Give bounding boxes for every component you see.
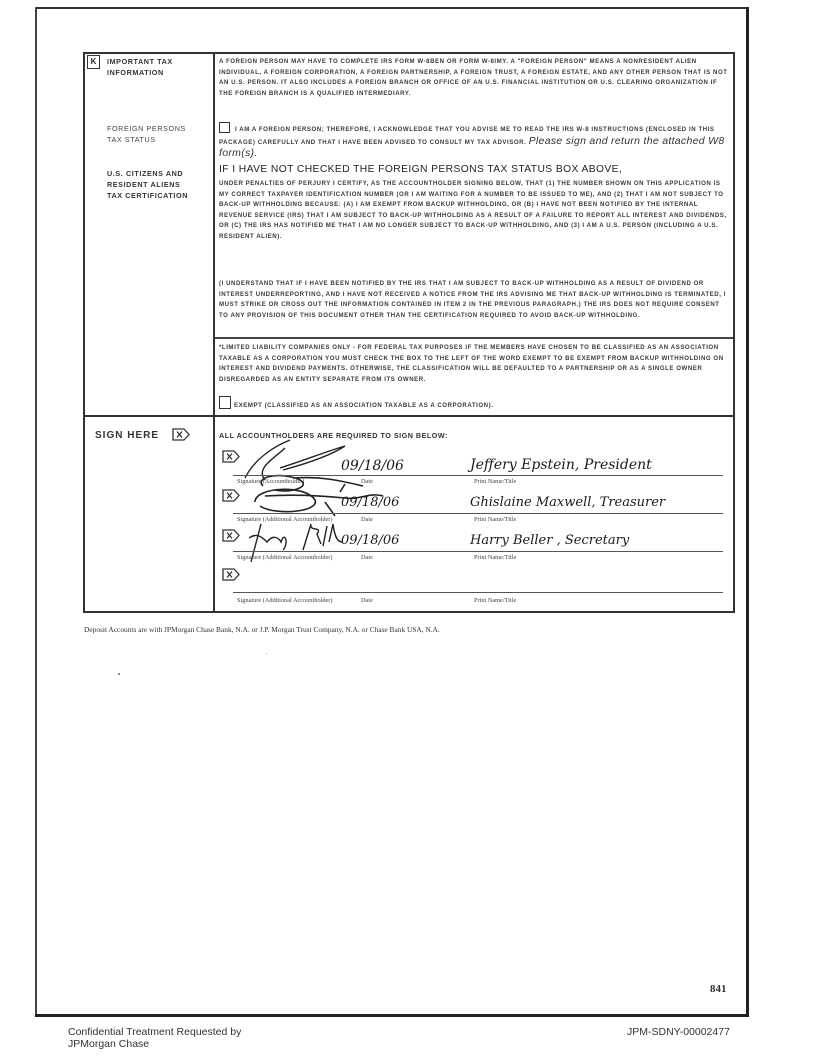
llc-text: *LIMITED LIABILITY COMPANIES ONLY - FOR FEDERAL TAX PURPOSES IF THE MEMBERS HAVE CHOSEN TO BE CLASSIFIED AS AN ASSOCIATION TAXABLE AS A CORPORATION YOU MUST CHECK THE BOX TO THE LEFT OF THE WORD EXEMPT TO BE EXEMPT FROM BACKUP WITHHOLDING ON INTEREST AND DIVIDEND PAYMENTS. OTHERWISE, THE CLASSIFICATION WILL BE DEFAULTED TO A PARTNERSHIP OR AS A SINGLE OWNER DISREGARDED AS AN ENTITY SEPARATE FROM ITS OWNER. xyxy=(219,344,724,383)
date-value-3: 09/18/06 xyxy=(341,533,400,548)
date-value-2: 09/18/06 xyxy=(341,495,400,510)
us-citizens-label xyxy=(107,168,188,201)
label-line: INFORMATION xyxy=(107,68,164,77)
bates-number: JPM-SDNY-00002477 xyxy=(627,1026,730,1038)
sign-intro: ALL ACCOUNTHOLDERS ARE REQUIRED TO SIGN BELOW: xyxy=(219,431,448,440)
label-line: RESIDENT ALIENS xyxy=(107,180,181,189)
deposit-accounts-note: Deposit Accounts are with JPMorgan Chase Bank, N.A. or J.P. Morgan Trust Company, N.A. or Chase Bank USA, N.A. xyxy=(84,625,440,634)
llc-divider xyxy=(215,337,733,339)
confidential-line-1: Confidential Treatment Requested by xyxy=(68,1026,242,1038)
page-frame-top xyxy=(35,7,748,9)
foreign-persons-label xyxy=(107,123,186,145)
print-name-caption: Print Name/Title xyxy=(474,516,517,523)
sign-arrow-icon xyxy=(222,568,240,581)
scan-speck xyxy=(118,673,120,675)
certification-text: UNDER PENALTIES OF PERJURY I CERTIFY, AS THE ACCOUNTHOLDER SIGNING BELOW, THAT (1) THE NUMBER SHOWN ON THIS APPLICATION IS MY CORRECT TAXPAYER IDENTIFICATION NUMBER (OR I AM WAITING FOR A NUMBER TO BE ISSUED TO ME), AND (2) THAT I AM NOT SUBJECT TO BACK-UP WITHHOLDING BECAUSE: (A) I AM EXEMPT FROM BACKUP WITHHOLDING, OR (B) I HAVE NOT BEEN NOTIFIED BY THE INTERNAL REVENUE SERVICE (IRS) THAT I AM SUBJECT TO BACK-UP WITHHOLDING AS A RESULT OF A FAILURE TO REPORT ALL INTEREST AND DIVIDENDS, OR (C) THE IRS HAS NOTIFIED ME THAT I AM NO LONGER SUBJECT TO BACK-UP WITHHOLDING, AND (3) I AM A U.S. PERSON (INCLUDING A U.S. RESIDENT ALIEN). xyxy=(219,180,727,240)
sign-here-arrow-icon xyxy=(172,428,190,441)
label-line: TAX STATUS xyxy=(107,135,156,144)
exempt-row xyxy=(219,396,729,412)
page-frame-left xyxy=(35,7,37,1017)
signature-line[interactable] xyxy=(233,592,723,593)
date-caption: Date xyxy=(361,597,373,604)
important-tax-text: A FOREIGN PERSON MAY HAVE TO COMPLETE IRS FORM W-8BEN OR FORM W-8IMY. A "FOREIGN PERSON" MEANS A NONRESIDENT ALIEN INDIVIDUAL, A FOREIGN CORPORATION, A FOREIGN PARTNERSHIP, A FOREIGN TRUST, A FOREIGN ESTATE, AND ANY OTHER PERSON THAT IS NOT AN U.S. PERSON. IT ALSO INCLUDES A FOREIGN BRANCH OR OFFICE OF AN U.S. FINANCIAL INSTITUTION OR U.S. CLEARING ORGANIZATION IF THE FOREIGN BRANCH IS A QUALIFIED INTERMEDIARY. xyxy=(219,58,728,97)
date-caption: Date xyxy=(361,478,373,485)
page-number: 841 xyxy=(710,983,727,995)
label-line: U.S. CITIZENS AND xyxy=(107,169,184,178)
print-name-caption: Print Name/Title xyxy=(474,554,517,561)
print-name-value-3: Harry Beller , Secretary xyxy=(470,533,630,548)
section-letter: K xyxy=(87,55,100,69)
date-caption: Date xyxy=(361,516,373,523)
column-divider xyxy=(213,54,215,611)
sign-here-label: SIGN HERE xyxy=(95,430,160,441)
sign-arrow-icon xyxy=(222,529,240,542)
signature-line xyxy=(233,475,723,476)
date-caption: Date xyxy=(361,554,373,561)
exempt-checkbox[interactable] xyxy=(219,396,231,409)
signature-caption: Signature (Additional Accountholder) xyxy=(237,597,333,604)
signature-line xyxy=(233,513,723,514)
sign-arrow-icon xyxy=(222,489,240,502)
signature-caption: Signature (Accountholder) xyxy=(237,478,305,485)
label-line: FOREIGN PERSONS xyxy=(107,124,186,133)
scan-speck xyxy=(266,653,267,654)
page-frame-right xyxy=(746,7,749,1017)
date-value-1: 09/18/06 xyxy=(341,458,404,474)
foreign-persons-statement: I AM A FOREIGN PERSON; THEREFORE, I ACKNOWLEDGE THAT YOU ADVISE ME TO READ THE IRS W-8 INSTRUCTIONS (ENCLOSED IN THIS PACKAGE) CAREFULLY AND THAT I HAVE BEEN ADVISED TO CONSULT MY TAX ADVISOR. xyxy=(219,126,715,146)
foreign-person-checkbox[interactable] xyxy=(219,122,230,133)
signature-caption: Signature (Additional Accountholder) xyxy=(237,516,333,523)
print-name-caption: Print Name/Title xyxy=(474,478,517,485)
confidential-line-2: JPMorgan Chase xyxy=(68,1038,150,1050)
sign-divider xyxy=(85,415,733,417)
confidential-footer xyxy=(68,1026,241,1050)
label-line: IMPORTANT TAX xyxy=(107,57,173,66)
print-name-caption: Print Name/Title xyxy=(474,597,517,604)
important-tax-label xyxy=(107,56,173,78)
page-frame-bottom xyxy=(35,1014,749,1017)
print-name-value-2: Ghislaine Maxwell, Treasurer xyxy=(470,495,666,510)
label-line: TAX CERTIFICATION xyxy=(107,191,189,200)
print-name-value-1: Jeffery Epstein, President xyxy=(470,457,652,473)
foreign-persons-text xyxy=(219,122,729,161)
w8-note: Please sign and return the attached W8 form(s). xyxy=(219,134,725,160)
backup-withholding-text: (I UNDERSTAND THAT IF I HAVE BEEN NOTIFIED BY THE IRS THAT I AM SUBJECT TO BACK-UP WITHHOLDING AS A RESULT OF DIVIDEND OR INTEREST UNDERREPORTING, AND I HAVE NOT RECEIVED A NOTICE FROM THE IRS ADVISING ME THAT BACK-UP WITHHOLDING IS TERMINATED, I MUST STRIKE OR CROSS OUT THE INFORMATION CONTAINED IN ITEM 2 IN THE PREVIOUS PARAGRAPH.) THE IRS DOES NOT REQUIRE CONSENT TO ANY PROVISION OF THIS DOCUMENT OTHER THAN THE CERTIFICATION REQUIRED TO AVOID BACK-UP WITHHOLDING. xyxy=(219,280,726,319)
signature-line xyxy=(233,551,723,552)
signature-caption: Signature (Additional Accountholder) xyxy=(237,554,333,561)
exempt-label: EXEMPT (CLASSIFIED AS AN ASSOCIATION TAXABLE AS A CORPORATION). xyxy=(234,402,494,409)
certification-heading: IF I HAVE NOT CHECKED THE FOREIGN PERSONS TAX STATUS BOX ABOVE, xyxy=(219,164,623,175)
tax-form-section xyxy=(83,52,735,613)
